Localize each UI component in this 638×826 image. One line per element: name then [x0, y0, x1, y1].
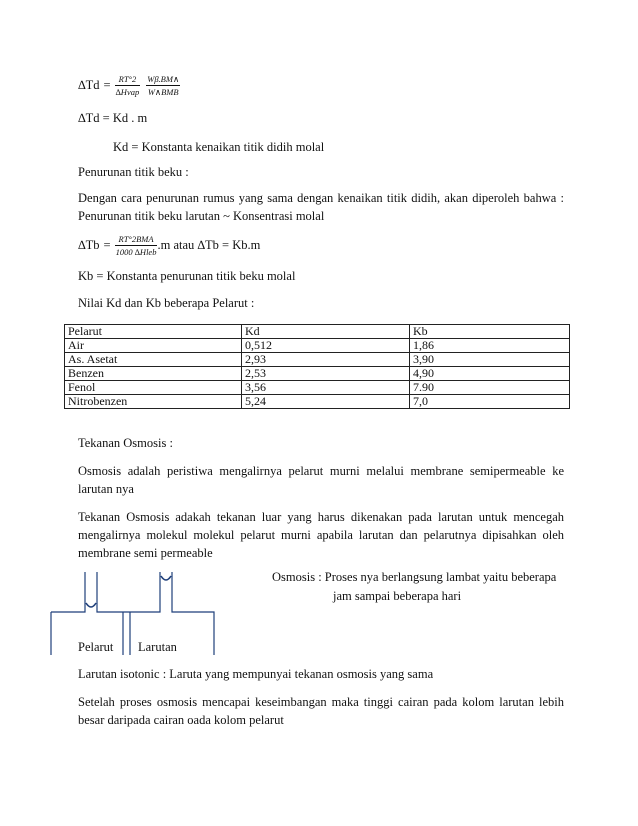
table-cell: Benzen	[65, 367, 242, 381]
table-cell: 1,86	[410, 339, 570, 353]
isotonic-line: Larutan isotonic : Laruta yang mempunyai tekanan osmosis yang sama	[78, 667, 434, 681]
table-cell: 4,90	[410, 367, 570, 381]
formula-td-eq: =	[103, 78, 111, 92]
para-osmosis-definition: Osmosis adalah peristiwa mengalirnya pelarut murni melalui membrane semipermeable ke larutan nya	[78, 464, 564, 496]
table-cell: 0,512	[242, 339, 410, 353]
table-cell: 5,24	[242, 395, 410, 409]
kd-definition: Kd = Konstanta kenaikan titik didih molal	[113, 140, 325, 154]
fraction-denominator: W∧BMB	[147, 87, 179, 97]
fraction-denominator: 1000 ∆Hleb	[115, 247, 157, 257]
fraction-numerator: RT°2	[118, 74, 137, 84]
heading-osmosis: Tekanan Osmosis :	[78, 436, 173, 450]
table-header-kd: Kd	[242, 325, 410, 339]
u-tube-outline	[51, 572, 214, 655]
table-cell: 3,90	[410, 353, 570, 367]
table-cell: 7,0	[410, 395, 570, 409]
tube-inner-walls	[97, 572, 160, 612]
left-tube-outer-wall	[51, 572, 85, 612]
fraction-denominator: ∆Hvap	[115, 87, 140, 97]
table-cell: 2,93	[242, 353, 410, 367]
table-cell: 7.90	[410, 381, 570, 395]
formula-td-kd: ∆Td = Kd . m	[78, 111, 148, 125]
diagram-label-larutan: Larutan	[138, 640, 177, 654]
para-penurunan: Dengan cara penurunan rumus yang sama dengan kenaikan titik didih, akan diperoleh bahwa : Penurunan titik beku larutan ~ Konsentrasi molal	[78, 191, 564, 223]
para-setelah-osmosis: Setelah proses osmosis mencapai keseimbangan maka tinggi cairan pada kolom larutan lebih besar daripada cairan oada kolom pelarut	[78, 695, 564, 727]
table-cell: 2,53	[242, 367, 410, 381]
liquid-meniscus	[86, 576, 171, 607]
formula-tb-eq: =	[103, 238, 111, 252]
table-cell: 3,56	[242, 381, 410, 395]
table-header-kb: Kb	[410, 325, 570, 339]
formula-tb-rest: .m atau ∆Tb = Kb.m	[157, 238, 261, 252]
table-cell: As. Asetat	[65, 353, 242, 367]
table-intro: Nilai Kd dan Kb beberapa Pelarut :	[78, 296, 255, 310]
table-header-pelarut: Pelarut	[65, 325, 242, 339]
table-cell: Nitrobenzen	[65, 395, 242, 409]
osmosis-note-line1: Osmosis : Proses nya berlangsung lambat yaitu beberapa	[272, 570, 557, 584]
table-cell: Air	[65, 339, 242, 353]
meniscus-larutan	[161, 576, 171, 580]
para-tekanan-osmosis: Tekanan Osmosis adakah tekanan luar yang harus dikenakan pada larutan untuk mencegah mengalirnya molekul molekul pelarut murni apabila larutan dan pelarutnya dipisahkan oleh membrane semi permeable	[78, 510, 564, 560]
kb-definition: Kb = Konstanta penurunan titik beku molal	[78, 269, 296, 283]
formula-tb-lhs: ∆Tb	[78, 238, 100, 252]
formula-td-lhs: ∆Td	[78, 78, 100, 92]
osmosis-note-line2: jam sampai beberapa hari	[333, 589, 462, 603]
right-tube-outer-wall	[172, 572, 214, 655]
fraction-numerator: RT°2BMA	[118, 234, 154, 244]
heading-penurunan: Penurunan titik beku :	[78, 165, 189, 179]
table-cell: Fenol	[65, 381, 242, 395]
diagram-label-pelarut: Pelarut	[78, 640, 114, 654]
meniscus-pelarut	[86, 603, 96, 607]
fraction-numerator: Wβ.BM∧	[147, 74, 180, 84]
